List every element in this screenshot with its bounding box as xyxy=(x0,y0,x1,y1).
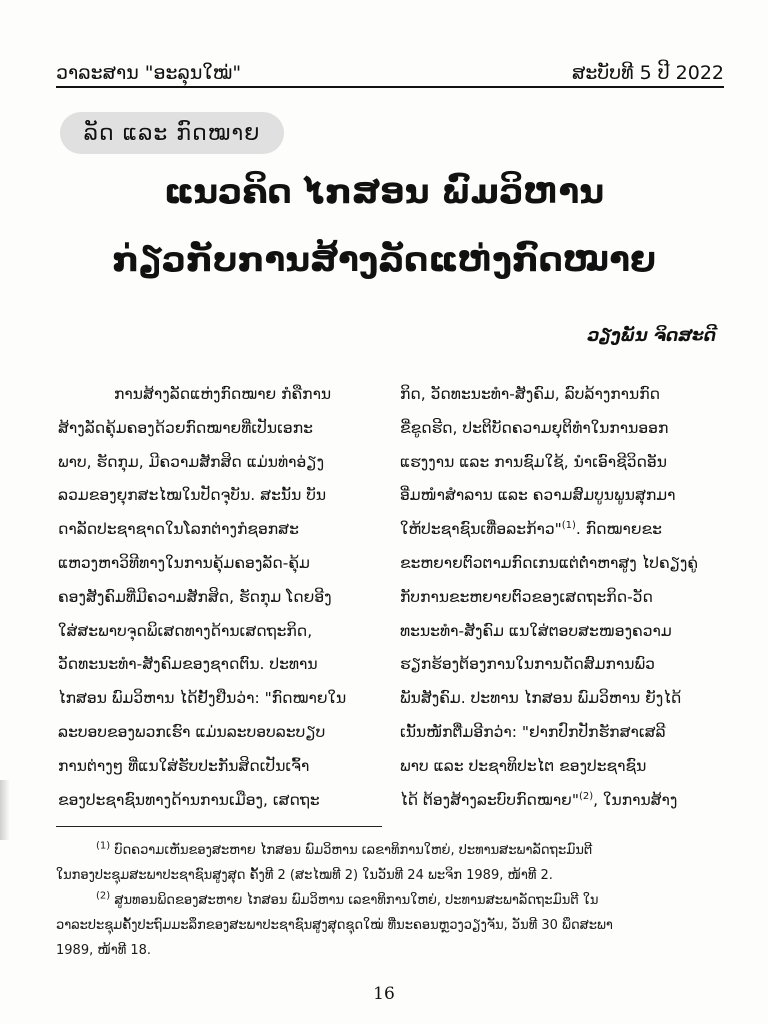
body-line-text: ໃຫ້ປະຊາຊົນເທື່ອລະກ້າວ" xyxy=(400,520,562,539)
footnotes xyxy=(56,838,724,963)
footnote-1-line-1 xyxy=(56,838,724,863)
body-line: ຂີ່ຂູດຮີດ, ປະຕິບັດຄວາມຍຸຕິທຳໃນການອອກ xyxy=(400,418,669,437)
footnote-ref-2: (2) xyxy=(578,790,594,802)
journal-name: ວາລະສານ "ອະລຸນໃໝ່" xyxy=(56,62,242,84)
section-badge: ລັດ ແລະ ກົດໝາຍ xyxy=(60,112,284,154)
running-header xyxy=(56,48,724,84)
footnote-mark-2: (2) xyxy=(96,890,111,902)
footnote-text: ສູນທອນພິດຂອງສະຫາຍ ໄກສອນ ພົມວິຫານ ເລຂາທິການໃຫຍ່, ປະທານສະພາລັດຖະມົນຕີ ໃນ xyxy=(114,893,599,908)
body-line: ພັນສັງຄົມ. ປະທານ ໄກສອນ ພົມວິຫານ ຍັງໄດ້ xyxy=(400,689,682,708)
body-line: ແຫວງຫາວິທີທາງໃນການຄຸ້ມຄອງລັດ-ຄຸ້ມ xyxy=(58,553,310,572)
body-line: ພາບ ແລະ ປະຊາທິປະໄຕ ຂອງປະຊາຊົນ xyxy=(400,756,647,775)
body-line: ການສ້າງລັດແຫ່ງກົດໝາຍ ກໍຄືການ xyxy=(114,385,332,403)
body-line: ຮຽກຮ້ອງຕ້ອງການໃນການດັດສົມການພົວ xyxy=(400,655,655,674)
body-line: ລະບອບຂອງພວກເຮົາ ແມ່ນລະບອບລະບຽບ xyxy=(58,722,326,741)
body-line: ໄກສອນ ພົມວິຫານ ໄດ້ຢັ້ງຢືນວ່າ: "ກົດໝາຍໃນ xyxy=(58,689,347,708)
body-line: ການຕ່າງໆ ທີ່ແນໃສ່ຮັບປະກັນສິດເປັນເຈົ້າ xyxy=(58,756,310,775)
author-name: ວຽງພັນ ຈິດສະດີ xyxy=(587,326,716,346)
footnote-mark-1: (1) xyxy=(96,840,111,852)
body-line: ແຮງງານ ແລະ ການຊົມໃຊ້, ນຳເອົາຊີວິດອັນ xyxy=(400,452,667,471)
body-line: ສ້າງລັດຄຸ້ມຄອງດ້ວຍກົດໝາຍທີ່ເປັນເອກະ xyxy=(58,418,313,437)
body-line: ອີ່ມໜຳສຳລານ ແລະ ຄວາມສົມບູນພູນສຸກມາ xyxy=(400,486,676,505)
body-line: ລວມຂອງຍຸກສະໄໝໃນປັດຈຸບັນ. ສະນັ້ນ ບັນ xyxy=(58,486,327,505)
body-line: ເນັ້ນໜັກຕື່ມອີກວ່າ: "ຢາກປົກປັກຮັກສາເສລີ xyxy=(400,722,666,741)
body-line: ຂອງປະຊາຊົນທາງດ້ານການເມືອງ, ເສດຖະ xyxy=(58,790,320,809)
article-title-line-1: ແນວຄິດ ໄກສອນ ພົມວິຫານ xyxy=(163,172,605,212)
footnote-rule xyxy=(56,826,382,827)
article-title-line-2: ກ່ຽວກັບການສ້າງລັດແຫ່ງກົດໝາຍ xyxy=(112,240,656,280)
body-line: ຂະຫຍາຍຕົວຕາມກົດເກນແຕ່ຕ່ຳຫາສູງ ໄປຄຽງຄູ່ xyxy=(400,553,699,572)
body-line: ໃສ່ສະພາບຈຸດພິເສດທາງດ້ານເສດຖະກິດ, xyxy=(58,621,313,640)
body-line: ທະນະທຳ-ສັງຄົມ ແນໃສ່ຕອບສະໜອງຄວາມ xyxy=(400,621,672,640)
footnote-ref-1: (1) xyxy=(561,520,576,532)
body-line: ກັບການຂະຫຍາຍຕົວຂອງເສດຖະກິດ-ວັດ xyxy=(400,587,653,606)
header-rule xyxy=(56,86,724,88)
body-line-tail: , ໃນການສ້າງ xyxy=(593,790,678,809)
footnote-1-line-2: ໃນກອງປະຊຸມສະພາປະຊາຊົນສູງສຸດ ຄັ້ງທີ 2 (ສະໄໝທີ 2) ໃນວັນທີ 24 ພະຈິກ 1989, ໜ້າທີ 2. xyxy=(56,868,553,883)
body-column-right xyxy=(400,378,722,817)
page-number: 16 xyxy=(373,984,395,1004)
body-line-tail: ກົດໝາຍຂະ xyxy=(585,520,662,539)
body-line: ດາລັດປະຊາຊາດໃນໂລກຕ່າງກໍຊອກສະ xyxy=(58,520,299,539)
body-line-text: ໄດ້ ຕ້ອງສ້າງລະບົບກົດໝາຍ" xyxy=(400,790,579,809)
body-line xyxy=(400,784,722,818)
footnote-2-line-2: ວາລະປະຊຸມຄັ້ງປະຖົມມະລຶກຂອງສະພາປະຊາຊົນສູງສຸດຊຸດໃໝ່ ທີ່ນະຄອນຫຼວງວຽງຈັນ, ວັນທີ 30 ພຶດສະພາ xyxy=(56,918,613,933)
body-column-left xyxy=(58,378,380,817)
footnote-2-line-1 xyxy=(56,888,724,913)
body-line: ໃຫ້ປະຊາຊົນເທື່ອລະກ້າວ"$^{(1)}$. ກົດໝາຍຂະ xyxy=(400,520,662,539)
body-line: ພາບ, ຮັດກຸມ, ມີຄວາມສັກສິດ ແມ່ນທ່າອ່ຽງ xyxy=(58,452,325,471)
page-edge-shadow xyxy=(0,780,10,840)
footnote-2-line-3: 1989, ໜ້າທີ 18. xyxy=(56,943,152,958)
body-line: ຄອງສັງຄົມທີ່ມີຄວາມສັກສິດ, ຮັດກຸມ ໂດຍອີງ xyxy=(58,587,332,606)
footnote-text: ບົດຄວາມເຫັນຂອງສະຫາຍ ໄກສອນ ພົມວິຫານ ເລຂາທິການໃຫຍ່, ປະທານສະພາລັດຖະມົນຕີ xyxy=(114,843,593,858)
body-line: ກິດ, ວັດທະນະທຳ-ສັງຄົມ, ລົບລ້າງການກົດ xyxy=(400,385,661,403)
body-line: ວັດທະນະທຳ-ສັງຄົມຂອງຊາດຕົນ. ປະທານ xyxy=(58,655,318,674)
issue-info: ສະບັບທີ 5 ປີ 2022 xyxy=(571,62,724,84)
